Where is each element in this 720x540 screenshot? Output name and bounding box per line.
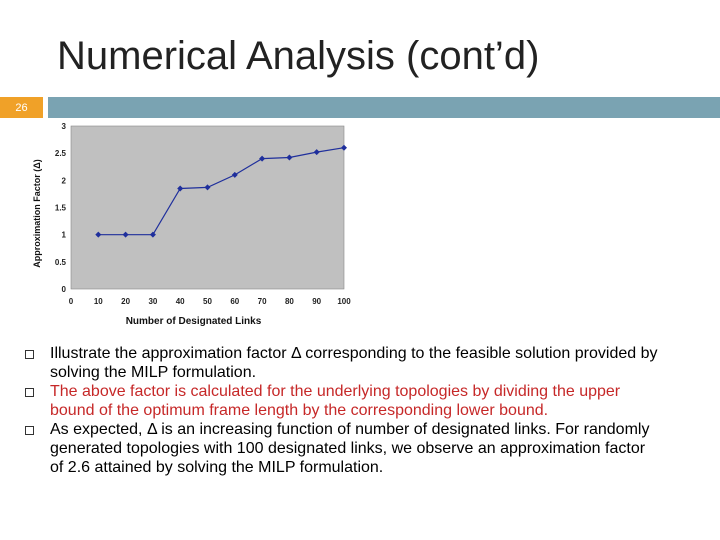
plot-area [71, 126, 344, 289]
x-tick-label: 70 [257, 297, 267, 306]
bullet-item-3 [22, 420, 662, 477]
slide-title: Numerical Analysis (cont’d) [57, 34, 540, 78]
square-bullet-icon [25, 350, 34, 359]
y-tick-label: 2.5 [54, 149, 66, 159]
bullet-item-1 [22, 344, 662, 382]
x-tick-label: 90 [312, 297, 322, 306]
x-tick-label: 0 [68, 297, 74, 306]
bullet-text-1: Illustrate the approximation factor Δ corresponding to the feasible solution provided by solving the MILP formulation. [50, 345, 658, 381]
bullet-list [22, 344, 662, 477]
x-tick-label: 60 [230, 297, 240, 306]
square-bullet-icon [25, 426, 34, 435]
approximation-factor-chart [30, 118, 360, 333]
bullet-text-2: The above factor is calculated for the underlying topologies by dividing the upper bound of the optimum frame length by the corresponding lower bound. [50, 383, 621, 419]
x-tick-label: 30 [148, 297, 158, 306]
y-tick-label: 1 [61, 230, 66, 240]
bullet-item-2 [22, 382, 662, 420]
slide-number: 26 [0, 97, 43, 118]
y-tick-label: 1.5 [54, 203, 66, 213]
square-bullet-icon [25, 388, 34, 397]
x-tick-label: 80 [284, 297, 294, 306]
chart-svg [30, 118, 360, 333]
x-tick-label: 50 [203, 297, 212, 306]
y-tick-label: 0.5 [54, 257, 66, 267]
x-tick-label: 20 [121, 297, 131, 306]
header-bar [48, 97, 720, 118]
x-tick-label: 40 [175, 297, 185, 306]
x-tick-label: 10 [93, 297, 103, 306]
y-tick-label: 0 [61, 285, 66, 294]
y-tick-label: 2 [61, 176, 66, 186]
y-tick-label: 3 [61, 122, 66, 131]
y-axis-label: Approximation Factor (Δ) [32, 159, 42, 268]
x-tick-label: 100 [337, 297, 351, 306]
x-axis-label: Number of Designated Links [125, 316, 262, 327]
bullet-text-3: As expected, Δ is an increasing function of number of designated links. For randomly generated topologies with 100 designated links, we observe an approximation factor of 2.6 attained by solving the MILP formulation. [50, 421, 650, 476]
